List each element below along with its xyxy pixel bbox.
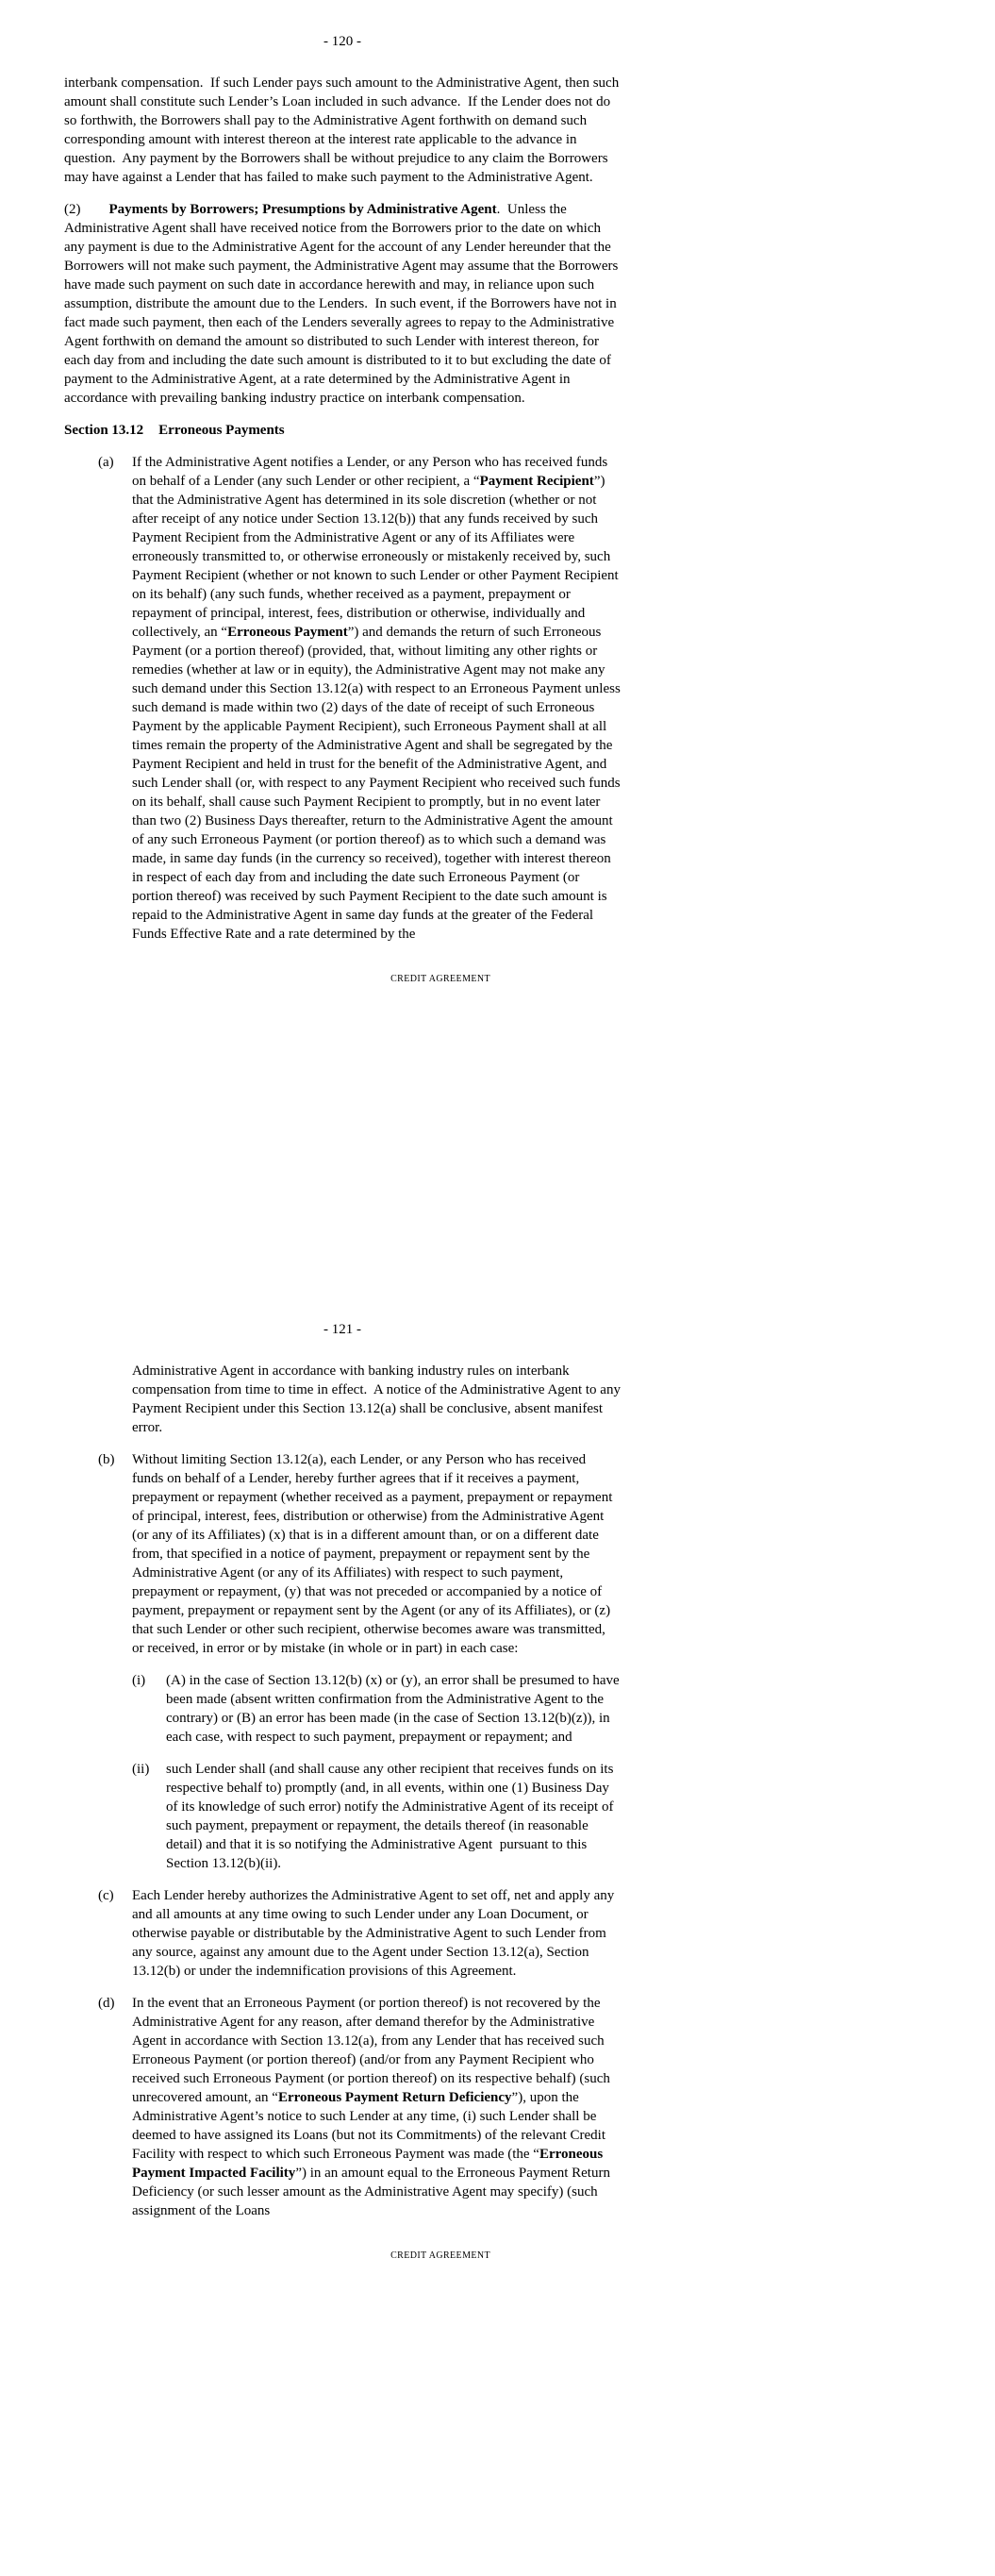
section-heading-erroneous-payments: Section 13.12 Erroneous Payments	[64, 423, 285, 438]
clause-d-label: (d)	[98, 1996, 115, 2011]
clause-a-text: If the Administrative Agent notifies a Lender, or any Person who has received funds on behalf of a Lender (any such Lender or other recipient, a “Payment Recipient”) that the Administrative Agent has determined in its sole discretion (whether or not after receipt of any notice under Section 13.12(b)) that any funds received by such Payment Recipient from the Administrative Agent or any of its Affiliates were erroneously transmitted to, or otherwise erroneously or mistakenly received by, such Payment Recipient (whether or not known to such Lender or other Payment Recipient on its behalf) (any such funds, whether received as a payment, prepayment or repayment of principal, interest, fees, distribution or otherwise, individually and collectively, an “Erroneous Payment”) and demands the return of such Erroneous Payment (or a portion thereof) (provided, that, without limiting any other rights or remedies (whether at law or in equity), the Administrative Agent may not make any such demand under this Section 13.12(a) with respect to an Erroneous Payment unless such demand is made within two (2) days of the date of receipt of such Erroneous Payment by the applicable Payment Recipient), such Erroneous Payment shall at all times remain the property of the Administrative Agent and shall be segregated by the Payment Recipient and held in trust for the benefit of the Administrative Agent, and such Lender shall (or, with respect to any Payment Recipient who received such funds on its behalf, shall cause such Payment Recipient to promptly, but in no event later than two (2) Business Days thereafter, return to the Administrative Agent the amount of any such Erroneous Payment (or portion thereof) as to which such a demand was made, in same day funds (in the currency so received), together with interest thereon in respect of each day from and including the date such Erroneous Payment (or portion thereof) was received by such Payment Recipient to the date such amount is repaid to the Administrative Agent in same day funds at the greater of the Federal Funds Effective Rate and a rate determined by the	[132, 455, 624, 942]
clause-c	[98, 1886, 621, 1981]
clause-b-ii-text: such Lender shall (and shall cause any other recipient that receives funds on its respective behalf to) promptly (and, in all events, within one (1) Business Day of its knowledge of such error) notify the Administrative Agent of its receipt of such payment, prepayment or repayment, the details thereof (in reasonable detail) and that it is so notifying the Administrative Agent pursuant to this Section 13.12(b)(ii).	[166, 1762, 618, 1871]
clause-d	[98, 1994, 621, 2220]
clause-c-text: Each Lender hereby authorizes the Administrative Agent to set off, net and apply any and all amounts at any time owing to such Lender under any Loan Document, or otherwise payable or distributable by the Administrative Agent to such Lender from any source, against any amount due to the Agent under Section 13.12(a), Section 13.12(b) or under the indemnification provisions of this Agreement.	[132, 1888, 618, 1979]
clause-b-i-text: (A) in the case of Section 13.12(b) (x) or (y), an error shall be presumed to have been made (absent written confirmation from the Administrative Agent to the contrary) or (B) an error has been made (in the case of Section 13.12(b)(z)), in each case, with respect to such payment, prepayment or repayment; and	[166, 1673, 623, 1745]
paragraph-payments-by-borrowers: (2) Payments by Borrowers; Presumptions by Administrative Agent. Unless the Administrative Agent shall have received notice from the Borrowers prior to the date on which any payment is due to the Administrative Agent for the account of any Lender hereunder that the Borrowers will not make such payment, the Administrative Agent may assume that the Borrowers have made such payment on such date in accordance herewith and may, in reliance upon such assumption, distribute the amount due to the Lenders. In such event, if the Borrowers have not in fact made such payment, then each of the Lenders severally agrees to repay to the Administrative Agent forthwith on demand the amount so distributed to such Lender with interest thereon, for each day from and including the date such amount is distributed to it to but excluding the date of payment to the Administrative Agent, at a rate determined by the Administrative Agent in accordance with prevailing banking industry practice on interbank compensation.	[64, 202, 622, 406]
clause-b-i-label: (i)	[132, 1673, 146, 1688]
clause-b-i	[132, 1671, 623, 1747]
clause-d-text: In the event that an Erroneous Payment (or portion thereof) is not recovered by the Administrative Agent for any reason, after demand therefor by the Administrative Agent in accordance with Section 13.12(a), from any Lender that has received such Erroneous Payment (or portion thereof) (and/or from any Payment Recipient who received such Erroneous Payment (or portion thereof) on its respective behalf) (such unrecovered amount, an “Erroneous Payment Return Deficiency”), upon the Administrative Agent’s notice to such Lender at any time, (i) such Lender shall be deemed to have assigned its Loans (but not its Commitments) of the relevant Credit Facility with respect to which such Erroneous Payment was made (the “Erroneous Payment Impacted Facility”) in an amount equal to the Erroneous Payment Return Deficiency (or such lesser amount as the Administrative Agent may specify) (such assignment of the Loans	[132, 1996, 614, 2218]
paragraph-continuation: Administrative Agent in accordance with banking industry rules on interbank compensation from time to time in effect. A notice of the Administrative Agent to any Payment Recipient under this Section 13.12(a) shall be conclusive, absent manifest error.	[132, 1363, 624, 1435]
paragraph-interbank-compensation: interbank compensation. If such Lender pays such amount to the Administrative Agent, then such amount shall constitute such Lender’s Loan included in such advance. If the Lender does not do so forthwith, the Borrowers shall pay to the Administrative Agent forthwith on demand such corresponding amount with interest thereon at the interest rate applicable to the advance in question. Any payment by the Borrowers shall be without prejudice to any claim the Borrowers may have against a Lender that has failed to make such payment to the Administrative Agent.	[64, 75, 622, 185]
page-number: - 121 -	[323, 1322, 361, 1337]
clause-b-label: (b)	[98, 1452, 115, 1467]
clause-a-label: (a)	[98, 455, 114, 470]
clause-b	[98, 1450, 621, 1658]
page-121-content	[64, 1320, 624, 2266]
page-footer: CREDIT AGREEMENT	[390, 2250, 490, 2261]
clause-b-ii-label: (ii)	[132, 1762, 150, 1777]
page-120-content	[64, 32, 624, 989]
clause-c-label: (c)	[98, 1888, 114, 1903]
clause-b-ii	[132, 1760, 621, 1873]
page-number: - 120 -	[323, 34, 361, 49]
page-footer: CREDIT AGREEMENT	[390, 974, 490, 984]
clause-a	[98, 453, 624, 944]
clause-b-text: Without limiting Section 13.12(a), each Lender, or any Person who has received funds on behalf of a Lender, hereby further agrees that if it receives a payment, prepayment or repayment (whether received as a payment, prepayment or repayment of principal, interest, fees, distribution or otherwise) from the Administrative Agent (or any of its Affiliates) (x) that is in a different amount than, or on a different date from, that specified in a notice of payment, prepayment or repayment sent by the Administrative Agent (or any of its Affiliates) with respect to such payment, prepayment or repayment, (y) that was not preceded or accompanied by a notice of payment, prepayment or repayment sent by the Agent (or any of its Affiliates), or (z) that such Lender or other such recipient, otherwise becomes aware was transmitted, or received, in error or by mistake (in whole or in part) in each case:	[132, 1452, 617, 1656]
page-121	[0, 1288, 995, 2576]
